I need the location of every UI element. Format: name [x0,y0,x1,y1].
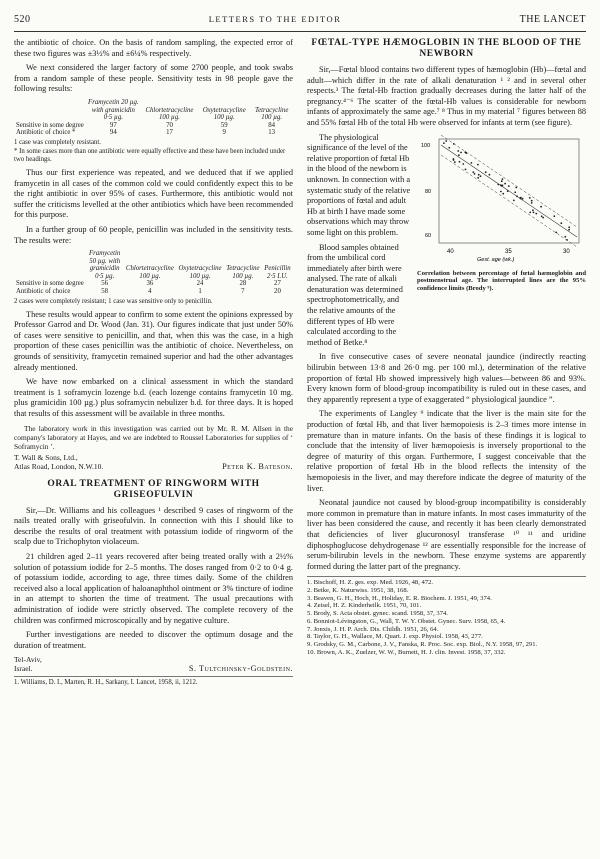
signature-country: Israel. [14,664,33,674]
data-point [560,222,562,224]
data-point [472,171,474,173]
data-point [500,190,502,192]
signature-name: S. Tultchinsky-Goldstein. [188,664,293,674]
left-column [14,38,293,853]
data-point [477,176,479,178]
reference: 1. Bischoff, H. Z. ges. exp. Med. 1926, 48, 472. [307,579,434,587]
running-title: LETTERS TO THE EDITOR [208,14,342,24]
data-point [542,216,544,218]
figure [417,133,586,353]
data-point [474,173,476,175]
signature-block [14,655,293,673]
table-row: Sensitive in some degree 97 70 59 84 [16,121,276,129]
x-axis-label: Gest. age (wk.) [477,256,515,263]
y-tick: 100 [421,142,431,149]
data-points [443,140,570,241]
paragraph: In a further group of 60 people, penicillin was included in the sensitivity tests. The results were: [14,224,293,245]
reference-list [307,576,586,656]
sensitivity-table-2 [14,250,293,296]
x-tick: 40 [447,248,454,255]
reference: 5. Brody, S. Acta obstet. gynec. scand. 1958, 37, 374. [307,610,448,618]
table-header: Chlortetracycline 100 µg. [145,106,194,122]
data-point [458,154,460,156]
table-header: Oxytetracycline 100 µg. [202,106,246,122]
data-point [445,140,447,142]
paragraph: These results would appear to confirm to some extent the opinions expressed by Professor Garrod and Dr. Wood (Jan. 31). Our figures indicate that just under 50% of cases were sensitive to penicillin, and that, when this was the case, in a high proportion of these cases penicillin was the antibiotic of choice. Nevertheless, on grounds of sensitivity, framycetin remained superior and had the other advantages already mentioned. [14,309,293,372]
data-point [485,171,487,173]
x-tick: 30 [563,248,570,255]
signature-address: Atlas Road, London, N.W.10. [14,461,104,471]
data-point [489,173,491,175]
paragraph: Neonatal jaundice not caused by blood-group incompatibility is considerably more common in premature than in mature infants. In most cases immaturity of the liver has been considered the cause, and recently it has been clearly demonstrated that deficiencies of liver glucuronosyl transferase ¹⁰ ¹¹ and uridine diphosphoglucose dehydrogenase ¹² are essentially responsible for the increase of serum-bilirubin levels in the newborn. These enzyme systems are apparently formed during the latter part of the pregnancy. [307,498,586,571]
data-point [520,197,522,199]
data-point [454,161,456,163]
paragraph: Further investigations are needed to discover the optimum dosage and the duration of treatment. [14,630,293,650]
paragraph: The experiments of Langley ⁹ indicate that the liver is the main site for the production of fœtal Hb, and that liver hæmopoiesis is 2–3 times more intense in premature than in mature infants. On the basis of these findings it is logical to conclude that the intensity of liver hæmopoiesis is inversely proportional to the degree of maturity of this organ. Furthermore, I suggest conceivable that the relative proportion of fœtal Hb in the blood reflects the intensity of the hæmopoiesis in the liver, and may therefore indicate the degree of maturity of the liver. [307,409,586,493]
table-row: Antibiotic of choice 58 4 1 7 20 [16,288,281,296]
data-point [460,151,462,153]
paragraph: We have now embarked on a clinical assessment in which the standard treatment is 1 soframycin lozenge b.d. (each lozenge contains framycetin 10 mg. plus gramicidin 100 µg.) plus soframycin nebulizer b.d. for three days. It is hoped that results of this assessment will be available in three months. [14,377,293,418]
data-point [533,211,535,213]
acknowledgment: The laboratory work in this investigation was carried out by Mr. R. M. Allsen in the company's laboratory at Hayes, and we are indebted to Roussel Laboratories for supplies of ‘ Soframycin ’. [14,423,293,451]
data-point [541,215,543,217]
reference: 9. Grodsky, G. M., Carbone, J. V., Fanska, R. Proc. Soc. exp. Biol., N.Y. 1958, 97, 291. [307,640,538,648]
data-point [566,239,568,241]
table-header: Tetracycline 100 µg. [255,106,289,122]
paragraph: Blood samples obtained from the umbilical cord immediately after birth were analysed. The rate of alkali denaturation was determined spectrophotometrically, and the relative amounts of the different types of Hb were calculated according to the method of Betke.⁸ [307,242,403,347]
data-point [508,185,510,187]
paragraph: Sir,—Dr. Williams and his colleagues ¹ described 9 cases of ringworm of the nails treated orally with griseofulvin. In connection with this I should like to describe the results of oral treatment with potassium iodide of ringworm of the scalp due to Trichophyton violaceum. [14,505,293,547]
data-point [448,146,450,148]
signature-place: Tel-Aviv, [14,655,42,665]
running-header [14,14,586,32]
data-point [501,180,503,182]
paragraph: Sir,—Fœtal blood contains two different types of hæmoglobin (Hb)—fœtal and adult—which differ in the rate of alkali denaturation ¹ ² and in several other respects.³ The fœtal-Hb fraction gradually decreases during the latter half of the pregnancy.⁴⁻⁶ The scatter of the fœtal-Hb values is considerable for newborn infants of approximately the same age.⁷ ⁸ Thus in my material ⁷ figures between 88 and 55% fœtal Hb of the total Hb were observed for infants at term (see figure). [307,65,586,127]
reference: 7. Jonxis, J. H. P. Arch. Dis. Childh. 1951, 26, 64. [307,625,439,633]
data-point [568,226,570,228]
data-point [471,162,473,164]
figure-caption: Correlation between percentage of fœtal hæmoglobin and postmenstrual age. The interrupted lines are the 95% confidence limits (Brody ⁹). [417,269,586,292]
article-title: ORAL TREATMENT OF RINGWORM WITH GRISEOFULVIN [47,478,260,500]
signature-block [14,453,293,471]
data-point [478,173,480,175]
article-title: FŒTAL-TYPE HÆMOGLOBIN IN THE BLOOD OF THE NEWBORN [311,38,582,59]
data-point [514,191,516,193]
journal-name: THE LANCET [519,14,586,25]
data-point [531,202,533,204]
data-point [497,183,499,185]
data-point [531,199,533,201]
data-point [540,205,542,207]
data-point [522,197,524,199]
data-point [462,163,464,165]
y-tick: 60 [425,232,432,239]
paragraph: the antibiotic of choice. On the basis of random sampling, the expected error of these two figures was ±3½% and ±6¼% respectively. [14,38,293,58]
table-row: Antibiotic of choice * 94 17 9 13 [16,129,276,137]
paragraph: In five consecutive cases of severe neonatal jaundice (indirectly reacting bilirubin between 13·8 and 26·0 mg. per 100 ml.), determination of the relative proportion of fœtal Hb showed impressively high values—between 86 and 93%. Every known form of blood-group incompatibility is ruled out in these cases, and they apparently represent a type of exaggerated “ physiological jaundice ”. [307,352,586,404]
data-point [504,182,506,184]
figure-wrap [307,133,586,353]
table-header: Penicillin 2·5 I.U. [264,265,291,280]
data-point [464,151,466,153]
paragraph: We next considered the larger factory of some 2700 people, and took swabs from a random sample of these people. Sensitivity tests in 98 people gave the following results: [14,63,293,94]
data-point [529,211,531,213]
data-point [568,228,570,230]
data-point [513,199,515,201]
data-point [564,235,566,237]
reference: 10. Brown, A. K., Zuelzer, W. W., Burnett, H. J. clin. Invest. 1958, 37, 332. [307,648,506,656]
regression-line [441,145,577,237]
scatter-plot [417,133,586,263]
page-number: 520 [14,14,31,25]
data-point [477,163,479,165]
table-header: Framycetin 20 µg. with gramicidin 0·5 µg. [88,98,139,122]
table-row: Sensitive in some degree 56 36 24 28 27 [16,280,281,288]
data-point [502,192,504,194]
paragraph: Thus our first experience was repeated, and we deduced that if we applied framycetin in all cases of the common cold we could confidently expect this to be the right antibiotic in over 95% of cases. Furthermore, this antibiotic would not suffer the criticisms levelled at the other antibiotics which have been recommended for this purpose. [14,167,293,220]
data-point [443,142,445,144]
data-point [516,195,518,197]
data-point [453,143,455,145]
table-header [14,99,86,122]
data-point [507,190,509,192]
data-point [532,209,534,211]
table-note: 2 cases were completely resistant; 1 case was sensitive only to penicillin. [14,297,213,305]
reference: 4. Zeisel, H. Z. Kinderheilk. 1951, 70, 101. [307,602,422,610]
sensitivity-table-1 [14,99,293,137]
signature-name: Peter K. Bateson. [222,461,293,471]
data-point [535,212,537,214]
table-header: Chlortetracycline 100 µg. [125,265,174,280]
reference: 2. Betke, K. Naturwiss. 1951, 38, 168. [307,587,409,595]
table-header: Oxytetracycline 100 µg. [178,265,222,280]
reference: 8. Taylor, G. H., Wallace, M. Quart. J. exp. Physiol. 1958, 43, 277. [307,633,483,641]
reference: 1. Williams, D. I., Marten, R. H., Sarkany, I. Lancet, 1958, ii, 1212. [14,676,293,687]
data-point [453,159,455,161]
y-tick: 80 [425,188,432,195]
data-point [459,160,461,162]
data-point [555,231,557,233]
paragraph: The physiological significance of the level of the relative proportion of fœtal Hb in the blood of the newborn is unknown. In connection with a systematic study of the relative proportions of fœtal and adult Hb at birth I have made some observations which may throw some light on this problem. [307,132,411,237]
table-note: * In some cases more than one antibiotic were equally effective and these have been included under two headings. [14,147,286,163]
reference: 6. Bonniot-Lévingston, G., Wall, T. W. Y. Obstet. Gynec. Surv. 1958, 65, 4. [307,617,506,625]
reference: 3. Beaven, G. H., Hoch, H., Holiday, E. R. Biochem. J. 1951, 49, 374. [307,594,492,602]
data-point [502,184,504,186]
table-header [14,250,86,280]
data-point [465,168,467,170]
data-point [529,197,531,199]
data-point [502,178,504,180]
x-tick: 35 [505,248,512,255]
table-header: Framycetin 50 µg. with gramicidin 0·5 µg. [89,250,121,280]
data-point [500,184,502,186]
table-header: Tetracycline 100 µg. [226,265,260,280]
data-point [553,215,555,217]
signature-org: T. Wall & Sons, Ltd., [14,452,78,462]
paragraph: 21 children aged 2–11 years recovered after being treated orally with a 2½% solution of potassium iodide for 2–5 months. The doses ranged from 0·2 to 0·4 g. of potassium iodide, according to age, three times daily. Some of the children received also a local application of haloanaphthol ointment or 3% tincture of iodine in an attempt to shorten the time of treatment. The usual precautions with administration of iodide were strictly observed. The complete recovery of the children was confirmed microscopically and by negative culture. [14,551,293,625]
data-point [457,150,459,152]
table-note: 1 case was completely resistant. [14,138,102,146]
data-point [515,186,517,188]
right-column [307,38,586,853]
data-point [480,175,482,177]
confidence-line-upper [441,135,577,227]
